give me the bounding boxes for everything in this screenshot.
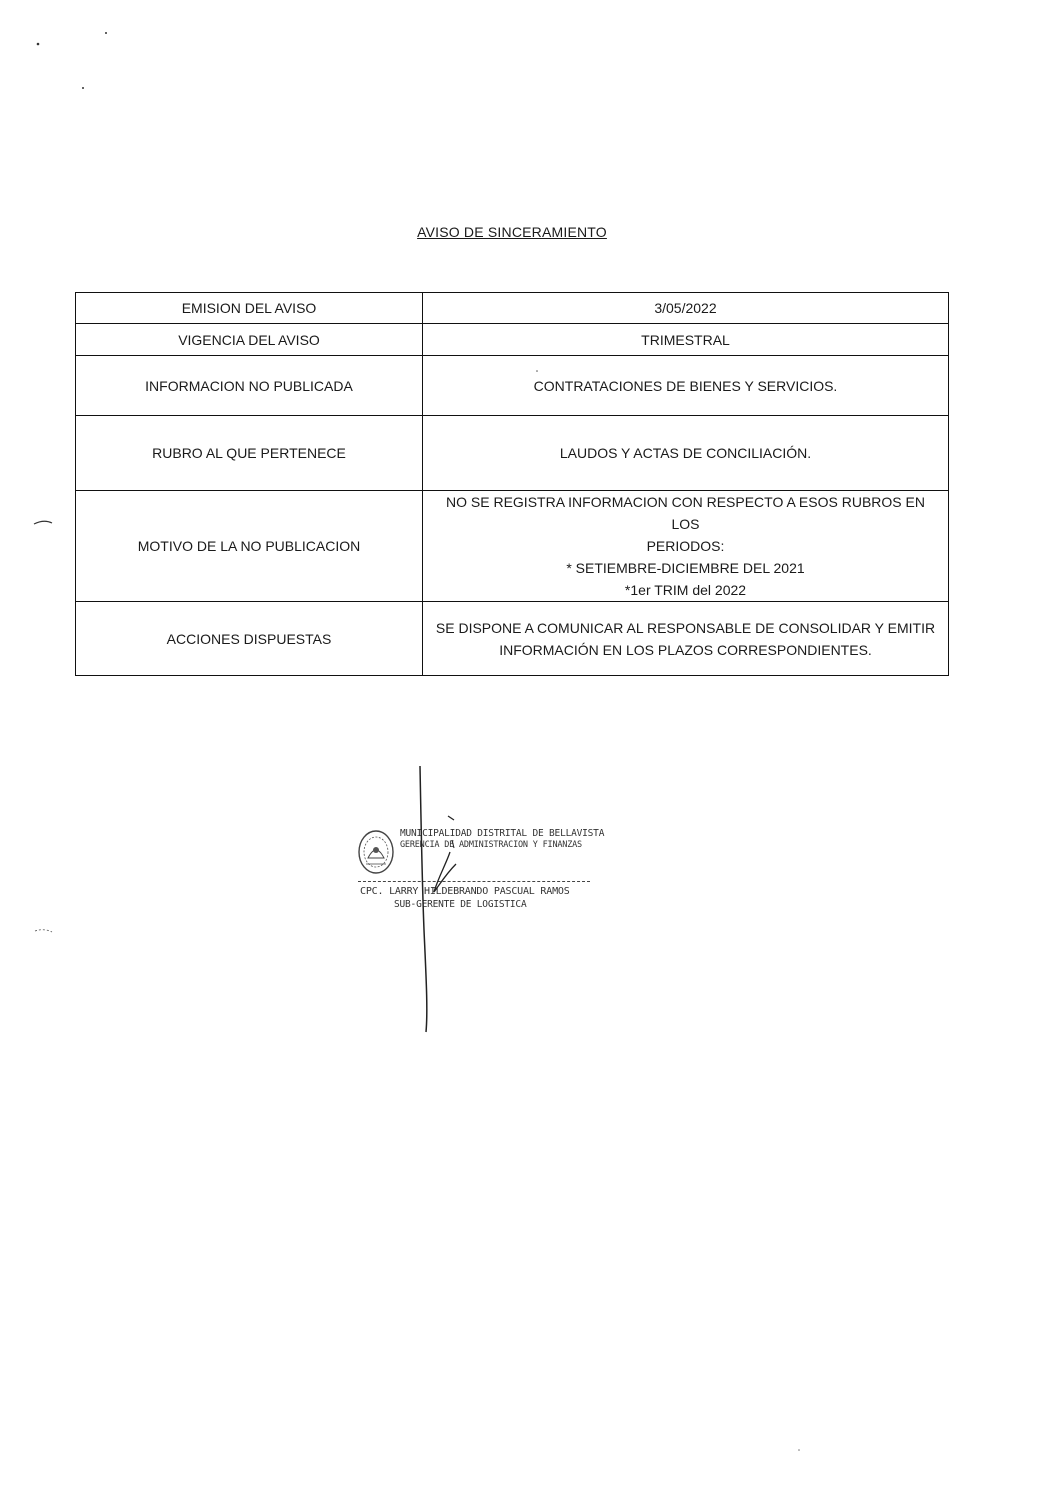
table-row bbox=[76, 491, 949, 602]
municipal-seal-icon bbox=[356, 828, 396, 876]
table-row bbox=[76, 293, 949, 324]
table-row bbox=[76, 324, 949, 356]
row-value bbox=[423, 356, 949, 416]
row-value bbox=[423, 491, 949, 602]
row-label: RUBRO AL QUE PERTENECE bbox=[76, 416, 423, 491]
row-value bbox=[423, 416, 949, 491]
table-row bbox=[76, 416, 949, 491]
row-label: EMISION DEL AVISO bbox=[76, 293, 423, 324]
row-value bbox=[423, 324, 949, 356]
row-label: ACCIONES DISPUESTAS bbox=[76, 602, 423, 676]
page-title: AVISO DE SINCERAMIENTO bbox=[417, 224, 607, 240]
row-label: MOTIVO DE LA NO PUBLICACION bbox=[76, 491, 423, 602]
notice-table bbox=[75, 292, 949, 676]
value-line: NO SE REGISTRA INFORMACION CON RESPECTO A ESOS RUBROS EN LOS bbox=[446, 494, 925, 532]
value-line: TRIMESTRAL bbox=[641, 331, 730, 348]
row-label: VIGENCIA DEL AVISO bbox=[76, 324, 423, 356]
value-line: * SETIEMBRE-DICIEMBRE DEL 2021 bbox=[566, 560, 805, 576]
row-label: INFORMACION NO PUBLICADA bbox=[76, 356, 423, 416]
value-line: PERIODOS: bbox=[646, 538, 725, 554]
row-value bbox=[423, 602, 949, 676]
signer-name: CPC. LARRY HILDEBRANDO PASCUAL RAMOS bbox=[360, 886, 570, 897]
value-line: INFORMACIÓN EN LOS PLAZOS CORRESPONDIENTES. bbox=[499, 641, 872, 658]
value-line: CONTRATACIONES DE BIENES Y SERVICIOS. bbox=[533, 377, 838, 394]
row-value bbox=[423, 293, 949, 324]
value-line: LAUDOS Y ACTAS DE CONCILIACIÓN. bbox=[559, 445, 812, 461]
value-line: 3/05/2022 bbox=[654, 300, 717, 316]
value-line: SE DISPONE A COMUNICAR AL RESPONSABLE DE CONSOLIDAR Y EMITIR bbox=[435, 619, 936, 636]
table-row bbox=[76, 356, 949, 416]
stamp-institution: MUNICIPALIDAD DISTRITAL DE BELLAVISTA bbox=[400, 828, 605, 839]
stamp-department: GERENCIA DE ADMINISTRACION Y FINANZAS bbox=[400, 840, 582, 850]
value-line: *1er TRIM del 2022 bbox=[624, 582, 747, 598]
handwritten-signature bbox=[408, 760, 488, 1040]
signer-position: SUB-GERENTE DE LOGISTICA bbox=[394, 899, 527, 910]
table-row bbox=[76, 602, 949, 676]
